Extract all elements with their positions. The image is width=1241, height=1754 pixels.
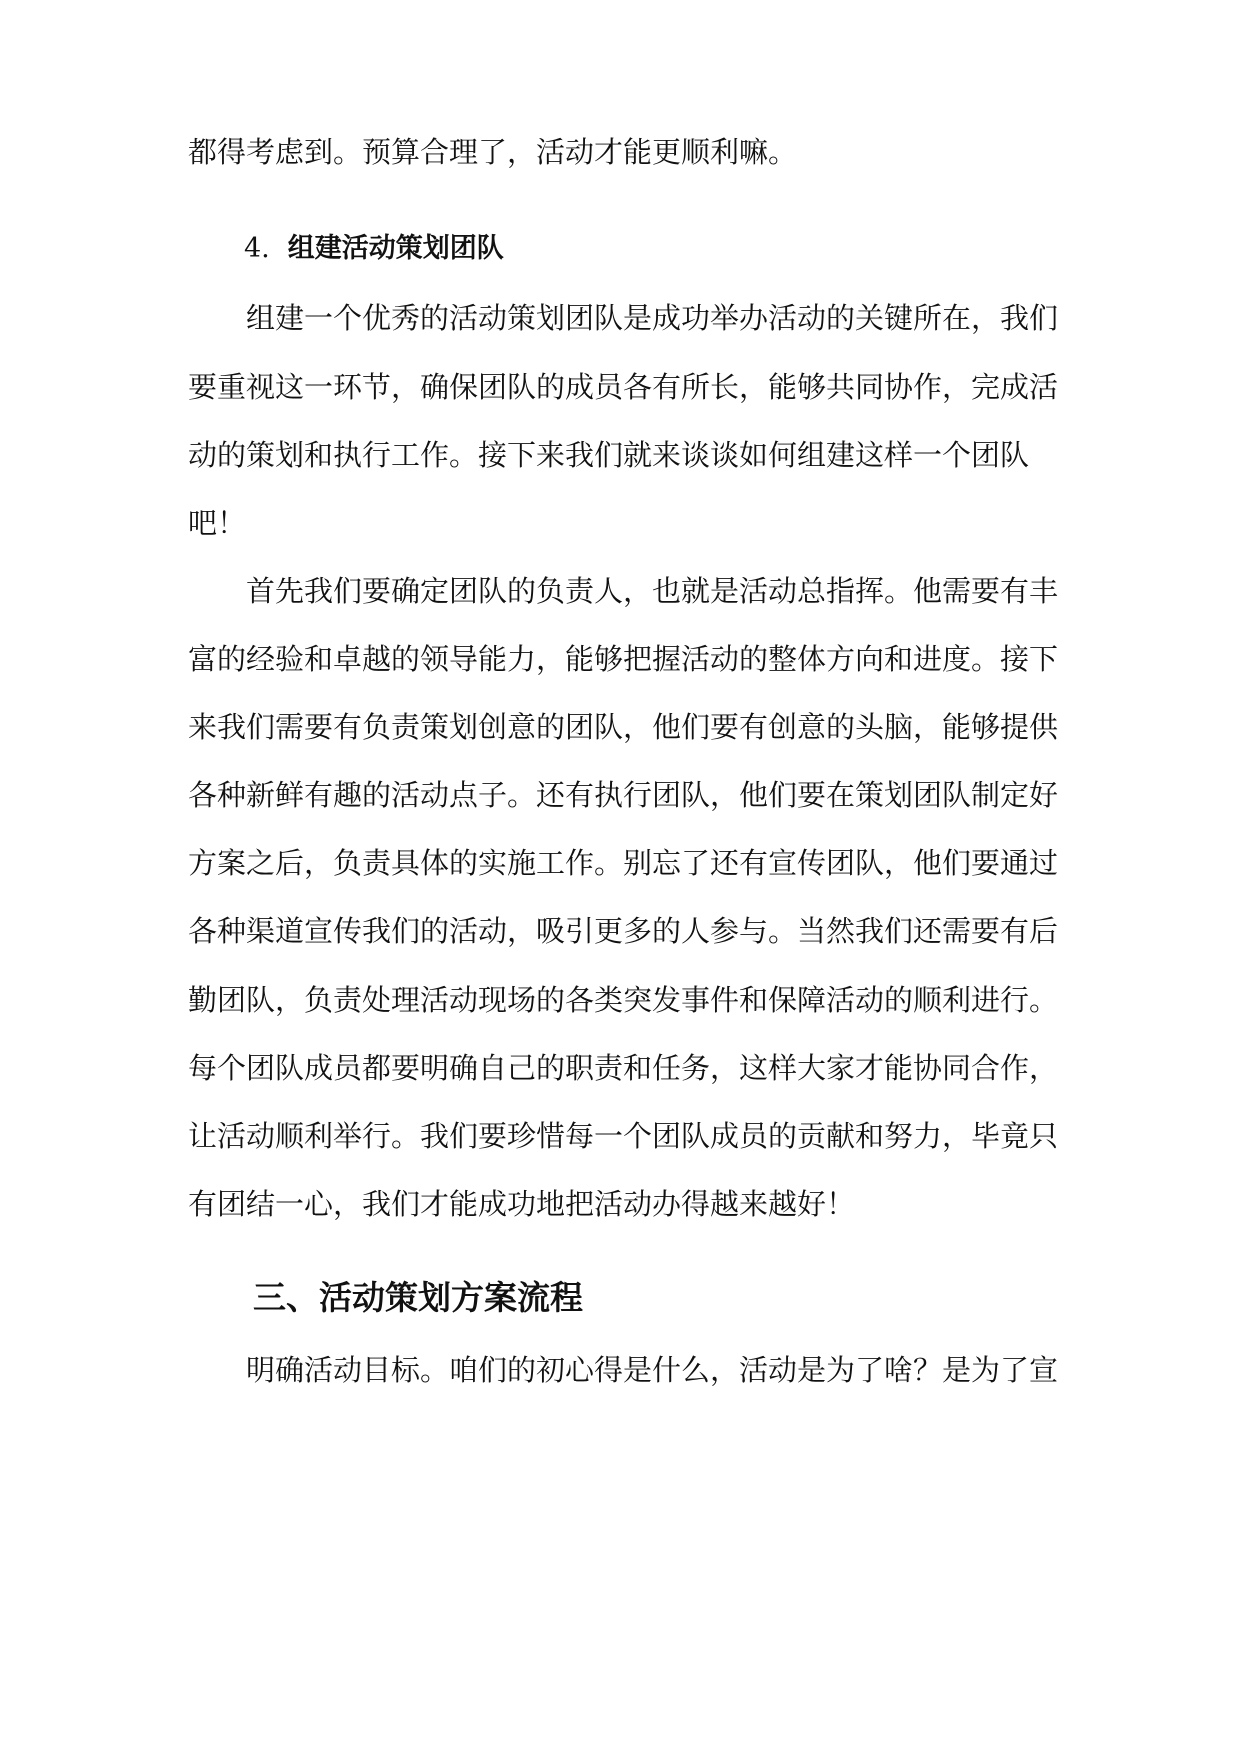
paragraph-line: 有团结一心，我们才能成功地把活动办得越来越好！ xyxy=(188,1187,856,1221)
paragraph-line: 勤团队，负责处理活动现场的各类突发事件和保障活动的顺利进行。 xyxy=(188,983,1059,1017)
paragraph-line: 各种新鲜有趣的活动点子。还有执行团队，他们要在策划团队制定好 xyxy=(188,778,1059,812)
paragraph-line: 吧！ xyxy=(188,506,247,540)
paragraph-line: 要重视这一环节，确保团队的成员各有所长，能够共同协作，完成活 xyxy=(188,370,1059,404)
paragraph-line: 每个团队成员都要明确自己的职责和任务，这样大家才能协同合作， xyxy=(188,1051,1059,1085)
section-heading: 三、活动策划方案流程 xyxy=(253,1278,583,1317)
paragraph-line: 首先我们要确定团队的负责人，也就是活动总指挥。他需要有丰 xyxy=(246,574,1059,608)
intro-text-line: 都得考虑到。预算合理了，活动才能更顺利嘛。 xyxy=(188,135,798,169)
paragraph-line: 各种渠道宣传我们的活动，吸引更多的人参与。当然我们还需要有后 xyxy=(188,914,1059,948)
paragraph-line: 让活动顺利举行。我们要珍惜每一个团队成员的贡献和努力，毕竟只 xyxy=(188,1119,1059,1153)
paragraph-line: 组建一个优秀的活动策划团队是成功举办活动的关键所在，我们 xyxy=(246,301,1059,335)
paragraph-line: 方案之后，负责具体的实施工作。别忘了还有宣传团队，他们要通过 xyxy=(188,846,1059,880)
subsection-heading xyxy=(244,232,504,266)
paragraph-line: 富的经验和卓越的领导能力，能够把握活动的整体方向和进度。接下 xyxy=(188,642,1059,676)
paragraph-line: 动的策划和执行工作。接下来我们就来谈谈如何组建这样一个团队 xyxy=(188,438,1030,472)
subsection-title: 组建活动策划团队 xyxy=(287,233,504,264)
paragraph-line: 来我们需要有负责策划创意的团队，他们要有创意的头脑，能够提供 xyxy=(188,710,1059,744)
paragraph-line: 明确活动目标。咱们的初心得是什么，活动是为了啥？是为了宣 xyxy=(246,1353,1059,1387)
subsection-number: 4. xyxy=(244,233,270,264)
